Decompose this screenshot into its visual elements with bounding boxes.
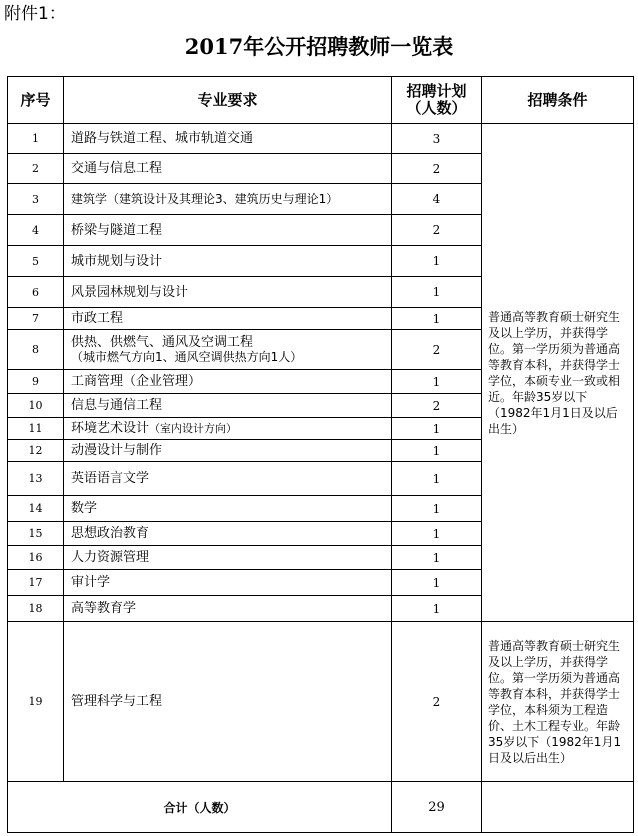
table-row (8, 124, 634, 154)
row-major-note: （室内设计方向） (149, 422, 238, 435)
row-major: 信息与通信工程 (64, 394, 392, 418)
row-plan: 1 (392, 246, 482, 277)
row-major: 审计学 (64, 570, 392, 596)
row-seq: 12 (8, 440, 64, 462)
row-major: 英语语言文学 (64, 462, 392, 496)
row-major: 风景园林规划与设计 (64, 277, 392, 308)
row-major: 高等教育学 (64, 596, 392, 622)
row-plan: 2 (392, 394, 482, 418)
row-major: 道路与铁道工程、城市轨道交通 (64, 124, 392, 154)
row-plan: 1 (392, 546, 482, 570)
row-major: 数学 (64, 496, 392, 522)
row-major (64, 184, 392, 215)
row-seq: 4 (8, 215, 64, 246)
row-major: 思想政治教育 (64, 522, 392, 546)
row-plan: 1 (392, 308, 482, 330)
row-seq: 10 (8, 394, 64, 418)
row-plan: 1 (392, 440, 482, 462)
row-plan: 1 (392, 370, 482, 394)
table-row (8, 622, 634, 782)
row-major: 人力资源管理 (64, 546, 392, 570)
header-major: 专业要求 (64, 77, 392, 124)
conditions-group-2: 普通高等教育硕士研究生及以上学历，并获得学位。第一学历须为普通高等教育本科，并获得学士学位，本科须为工程造价、土木工程专业。年龄35岁以下（1982年1月1日及以后出生） (482, 622, 634, 782)
row-major (64, 330, 392, 370)
total-empty-cell (482, 782, 634, 833)
row-seq: 9 (8, 370, 64, 394)
row-plan: 2 (392, 215, 482, 246)
row-seq: 3 (8, 184, 64, 215)
total-value: 29 (392, 782, 482, 833)
row-major-line1: 供热、供燃气、通风及空调工程 (71, 334, 254, 350)
page-title: 2017年公开招聘教师一览表 (184, 34, 454, 59)
total-label: 合计（人数） (8, 782, 392, 833)
row-seq: 14 (8, 496, 64, 522)
row-seq: 6 (8, 277, 64, 308)
row-plan: 1 (392, 570, 482, 596)
row-plan: 3 (392, 124, 482, 154)
row-seq: 15 (8, 522, 64, 546)
row-major: 动漫设计与制作 (64, 440, 392, 462)
row-plan: 4 (392, 184, 482, 215)
row-major: 管理科学与工程 (64, 622, 392, 782)
row-plan: 1 (392, 522, 482, 546)
row-major-text: 环境艺术设计 (71, 421, 150, 436)
total-row (8, 782, 634, 833)
row-major: 市政工程 (64, 308, 392, 330)
row-seq: 11 (8, 418, 64, 440)
row-major: 城市规划与设计 (64, 246, 392, 277)
row-plan: 1 (392, 496, 482, 522)
header-conditions: 招聘条件 (482, 77, 634, 124)
row-major: 工商管理（企业管理） (64, 370, 392, 394)
row-seq: 17 (8, 570, 64, 596)
row-plan: 1 (392, 418, 482, 440)
table-header-row (8, 77, 634, 124)
row-seq: 2 (8, 154, 64, 184)
row-plan: 2 (392, 330, 482, 370)
row-plan: 2 (392, 154, 482, 184)
row-seq: 19 (8, 622, 64, 782)
conditions-group-1: 普通高等教育硕士研究生及以上学历，并获得学位。第一学历须为普通高等教育本科，并获得学士学位，本硕专业一致或相近。年龄35岁以下（1982年1月1日及以后出生） (482, 124, 634, 622)
attachment-label: 附件1： (4, 4, 66, 24)
header-plan (392, 77, 482, 124)
row-seq: 8 (8, 330, 64, 370)
recruitment-table (7, 76, 634, 833)
row-plan: 1 (392, 596, 482, 622)
row-major: 桥梁与隧道工程 (64, 215, 392, 246)
header-plan-line1: 招聘计划 (406, 82, 467, 100)
row-plan: 1 (392, 462, 482, 496)
row-seq: 5 (8, 246, 64, 277)
row-seq: 7 (8, 308, 64, 330)
row-seq: 16 (8, 546, 64, 570)
row-seq: 1 (8, 124, 64, 154)
row-seq: 18 (8, 596, 64, 622)
row-seq: 13 (8, 462, 64, 496)
row-major (64, 418, 392, 440)
row-plan: 2 (392, 622, 482, 782)
row-major: 交通与信息工程 (64, 154, 392, 184)
header-plan-line2: （人数） (406, 99, 467, 117)
header-seq: 序号 (8, 77, 64, 124)
row-plan: 1 (392, 277, 482, 308)
row-major-line2: （城市燃气方向1、通风空调供热方向1人） (71, 349, 303, 364)
row-major-text: 建筑学（建筑设计及其理论3、建筑历史与理论1） (71, 191, 339, 206)
